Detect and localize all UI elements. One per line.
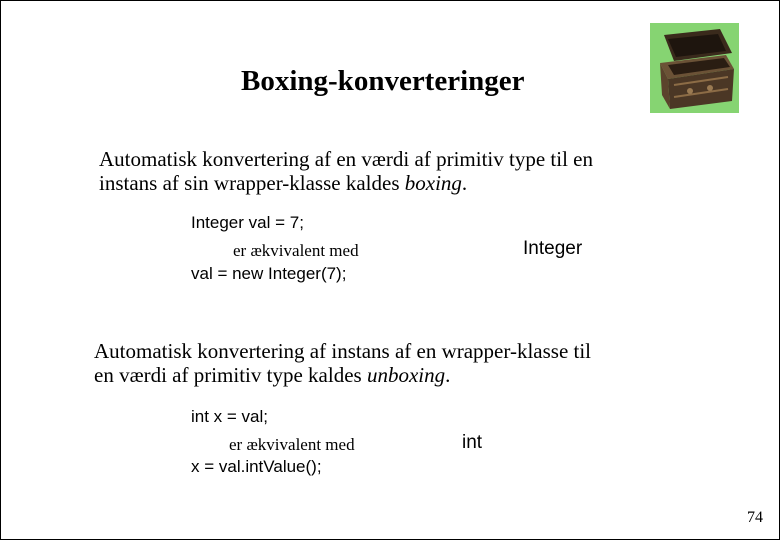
boxing-equivalent-label: er ækvivalent med xyxy=(233,241,359,260)
boxing-description-line2: instans af sin wrapper-klasse kaldes boxing. xyxy=(99,171,468,195)
unboxing-description-line1: Automatisk konvertering af instans af en wrapper-klasse til xyxy=(94,339,592,363)
unboxing-description xyxy=(94,339,591,387)
boxing-type-label: Integer xyxy=(523,238,583,259)
unboxing-description-line2: en værdi af primitiv type kaldes unboxing. xyxy=(94,363,451,387)
boxing-term: boxing xyxy=(404,171,462,195)
wooden-box-icon xyxy=(650,23,739,113)
slide-title: Boxing-konverteringer xyxy=(241,65,525,97)
unboxing-code-line1: int x = val; xyxy=(191,407,269,426)
unboxing-term: unboxing xyxy=(366,363,446,387)
unboxing-code-line2: x = val.intValue(); xyxy=(191,457,322,476)
page-number: 74 xyxy=(747,509,763,526)
unboxing-type-label: int xyxy=(462,432,483,453)
boxing-code-line1: Integer val = 7; xyxy=(191,213,304,232)
boxing-description-line1: Automatisk konvertering af en værdi af primitiv type til en xyxy=(99,147,593,171)
boxing-description xyxy=(99,147,593,195)
unboxing-equivalent-label: er ækvivalent med xyxy=(229,435,355,454)
boxing-code-line2: val = new Integer(7); xyxy=(191,264,347,283)
